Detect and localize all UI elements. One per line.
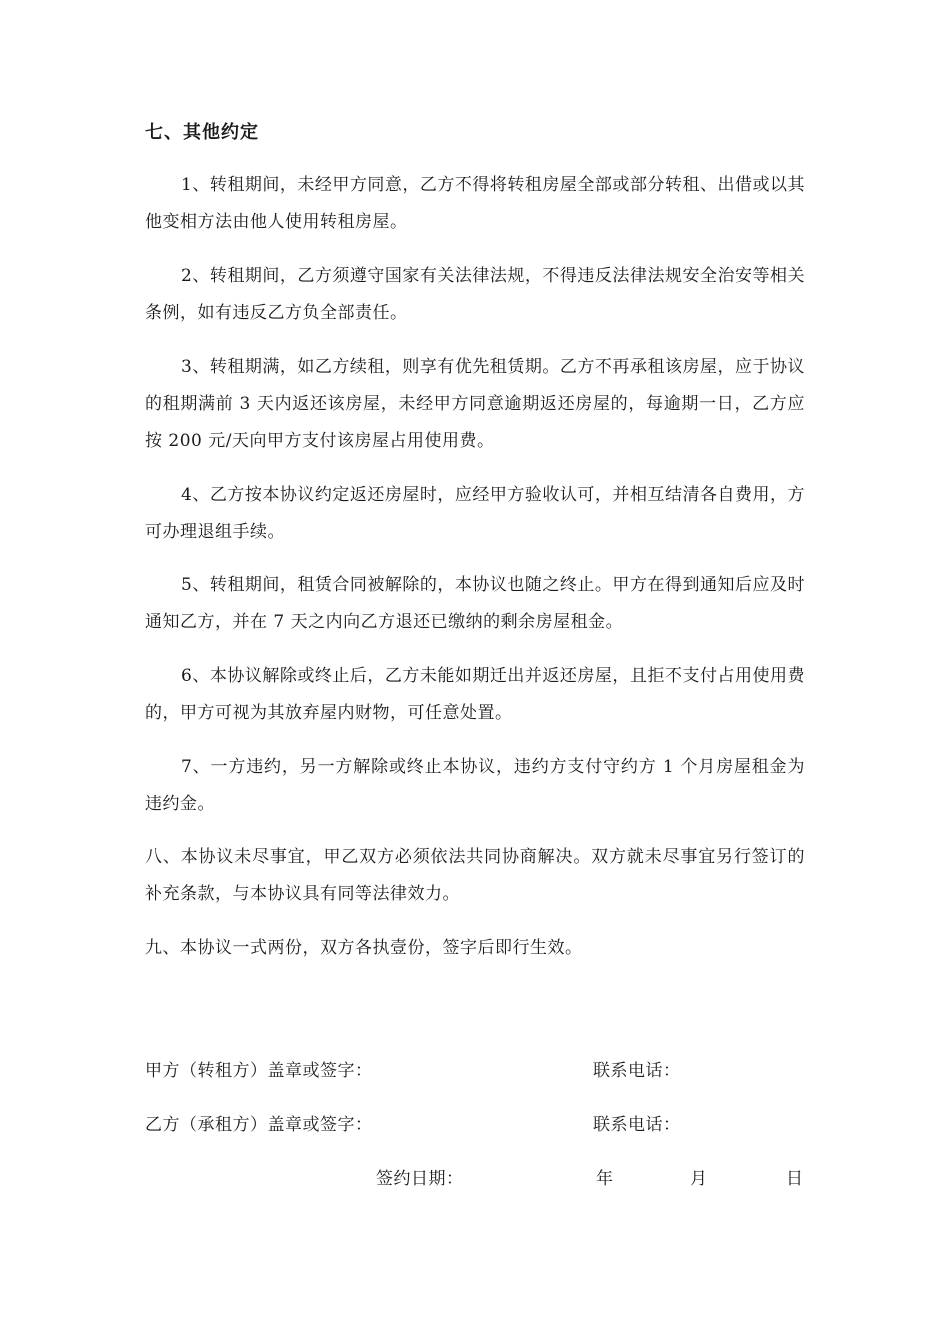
clause-6: 6、本协议解除或终止后，乙方未能如期迁出并返还房屋，且拒不支付占用使用费的，甲方可视为其放弃屋内财物，可任意处置。 <box>145 666 805 723</box>
clause-7: 7、一方违约，另一方解除或终止本协议，违约方支付守约方 1 个月房屋租金为违约金。 <box>145 757 805 814</box>
date-day-label: 日 <box>786 1169 804 1189</box>
party-b-phone-label: 联系电话： <box>593 1115 681 1135</box>
party-a-signature-label: 甲方（转租方）盖章或签字： <box>145 1061 373 1081</box>
signing-date-label: 签约日期： <box>376 1169 464 1189</box>
party-b-signature-label: 乙方（承租方）盖章或签字： <box>145 1115 373 1135</box>
clause-5: 5、转租期间，租赁合同被解除的，本协议也随之终止。甲方在得到通知后应及时通知乙方，并在 7 天之内向乙方退还已缴纳的剩余房屋租金。 <box>145 575 805 632</box>
clause-2: 2、转租期间，乙方须遵守国家有关法律法规，不得违反法律法规安全治安等相关条例，如有违反乙方负全部责任。 <box>145 266 805 323</box>
clause-3: 3、转租期满，如乙方续租，则享有优先租赁期。乙方不再承租该房屋，应于协议的租期满前 3 天内返还该房屋，未经甲方同意逾期返还房屋的，每逾期一日，乙方应按 200 元/天向甲方支付该房屋占用使用费。 <box>145 357 805 451</box>
section-9: 九、本协议一式两份，双方各执壹份，签字后即行生效。 <box>145 938 583 958</box>
section-heading: 七、其他约定 <box>145 122 259 143</box>
date-month-label: 月 <box>690 1169 708 1189</box>
date-year-label: 年 <box>596 1169 614 1189</box>
section-8: 八、本协议未尽事宜，甲乙双方必须依法共同协商解决。双方就未尽事宜另行签订的补充条款，与本协议具有同等法律效力。 <box>145 847 805 904</box>
clause-1: 1、转租期间，未经甲方同意，乙方不得将转租房屋全部或部分转租、出借或以其他变相方法由他人使用转租房屋。 <box>145 175 805 232</box>
party-a-phone-label: 联系电话： <box>593 1061 681 1081</box>
clause-4: 4、乙方按本协议约定返还房屋时，应经甲方验收认可，并相互结清各自费用，方可办理退组手续。 <box>145 485 805 542</box>
